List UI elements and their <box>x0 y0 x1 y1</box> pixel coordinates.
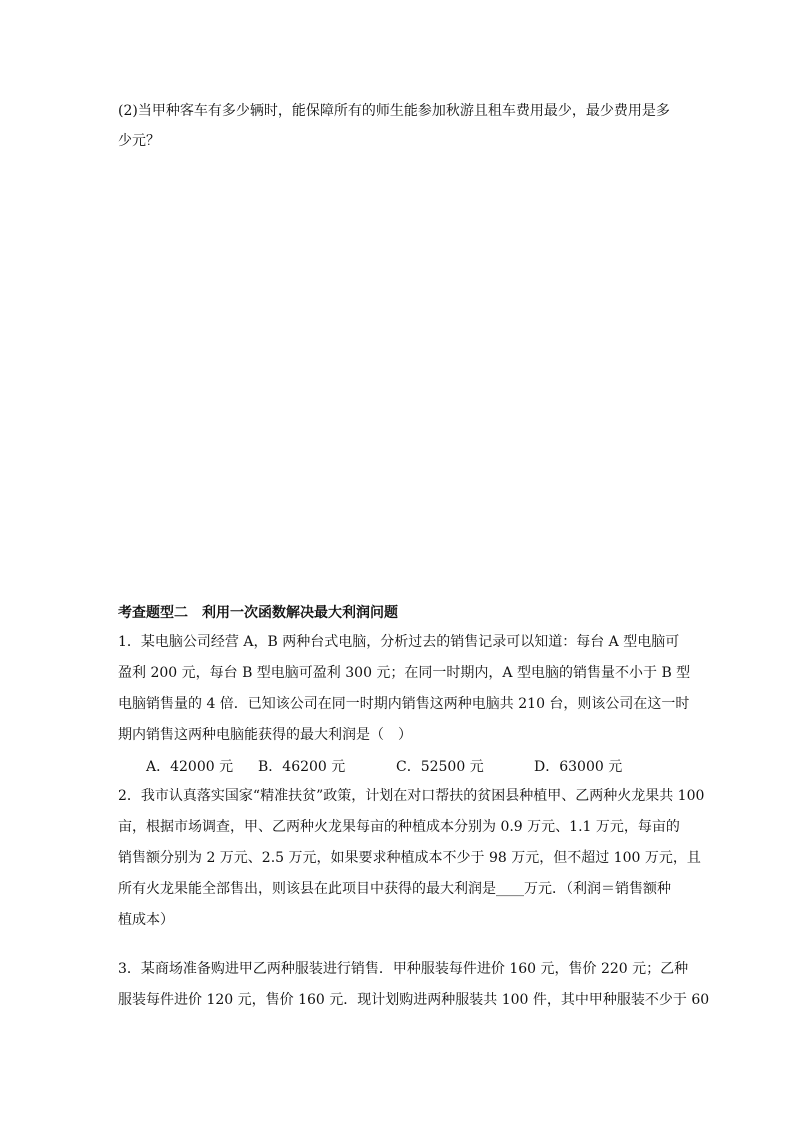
text-line: 植成本） <box>118 912 174 928</box>
problem-3 <box>118 954 710 1016</box>
question-2-continued <box>118 96 678 156</box>
text-line: 电脑销售量的 4 倍．已知该公司在同一时期内销售这两种电脑共 210 台，则该公司在这一时 <box>118 696 690 712</box>
text-line: 亩，根据市场调查，甲、乙两种火龙果每亩的种植成本分别为 0.9 万元、1.1 万元，每亩的 <box>118 819 680 835</box>
text-line: (2)当甲种客车有多少辆时，能保障所有的师生能参加秋游且租车费用最少，最少费用是多 <box>118 103 670 119</box>
problem-1 <box>118 627 691 751</box>
text-line: 少元？ <box>118 133 160 149</box>
option-c: C．52500 元 <box>396 759 484 775</box>
text-line: 销售额分别为 2 万元、2.5 万元，如果要求种植成本不少于 98 万元，但不超过 100 万元，且 <box>118 850 701 866</box>
section-heading: 考查题型二 利用一次函数解决最大利润问题 <box>118 605 398 621</box>
text-line: 服装每件进价 120 元，售价 160 元．现计划购进两种服装共 100 件，其中甲种服装不少于 60 <box>118 992 710 1008</box>
text-line: 盈利 200 元，每台 B 型电脑可盈利 300 元；在同一时期内，A 型电脑的销售量不小于 B 型 <box>118 665 691 681</box>
text-line: 1．某电脑公司经营 A，B 两种台式电脑，分析过去的销售记录可以知道：每台 A 型电脑可 <box>118 634 680 650</box>
option-a: A．42000 元 <box>146 759 234 775</box>
problem-2 <box>118 781 705 936</box>
text-line: 2．我市认真落实国家“精准扶贫”政策，计划在对口帮扶的贫困县种植甲、乙两种火龙果共 100 <box>118 788 705 804</box>
option-d: D．63000 元 <box>534 759 623 775</box>
option-b: B．46200 元 <box>258 759 346 775</box>
text-line: 所有火龙果能全部售出，则该县在此项目中获得的最大利润是____万元．（利润＝销售额种 <box>118 881 671 897</box>
text-line: 期内销售这两种电脑能获得的最大利润是（ ） <box>118 727 412 743</box>
text-line: 3．某商场准备购进甲乙两种服装进行销售．甲种服装每件进价 160 元，售价 220 元；乙种 <box>118 961 689 977</box>
